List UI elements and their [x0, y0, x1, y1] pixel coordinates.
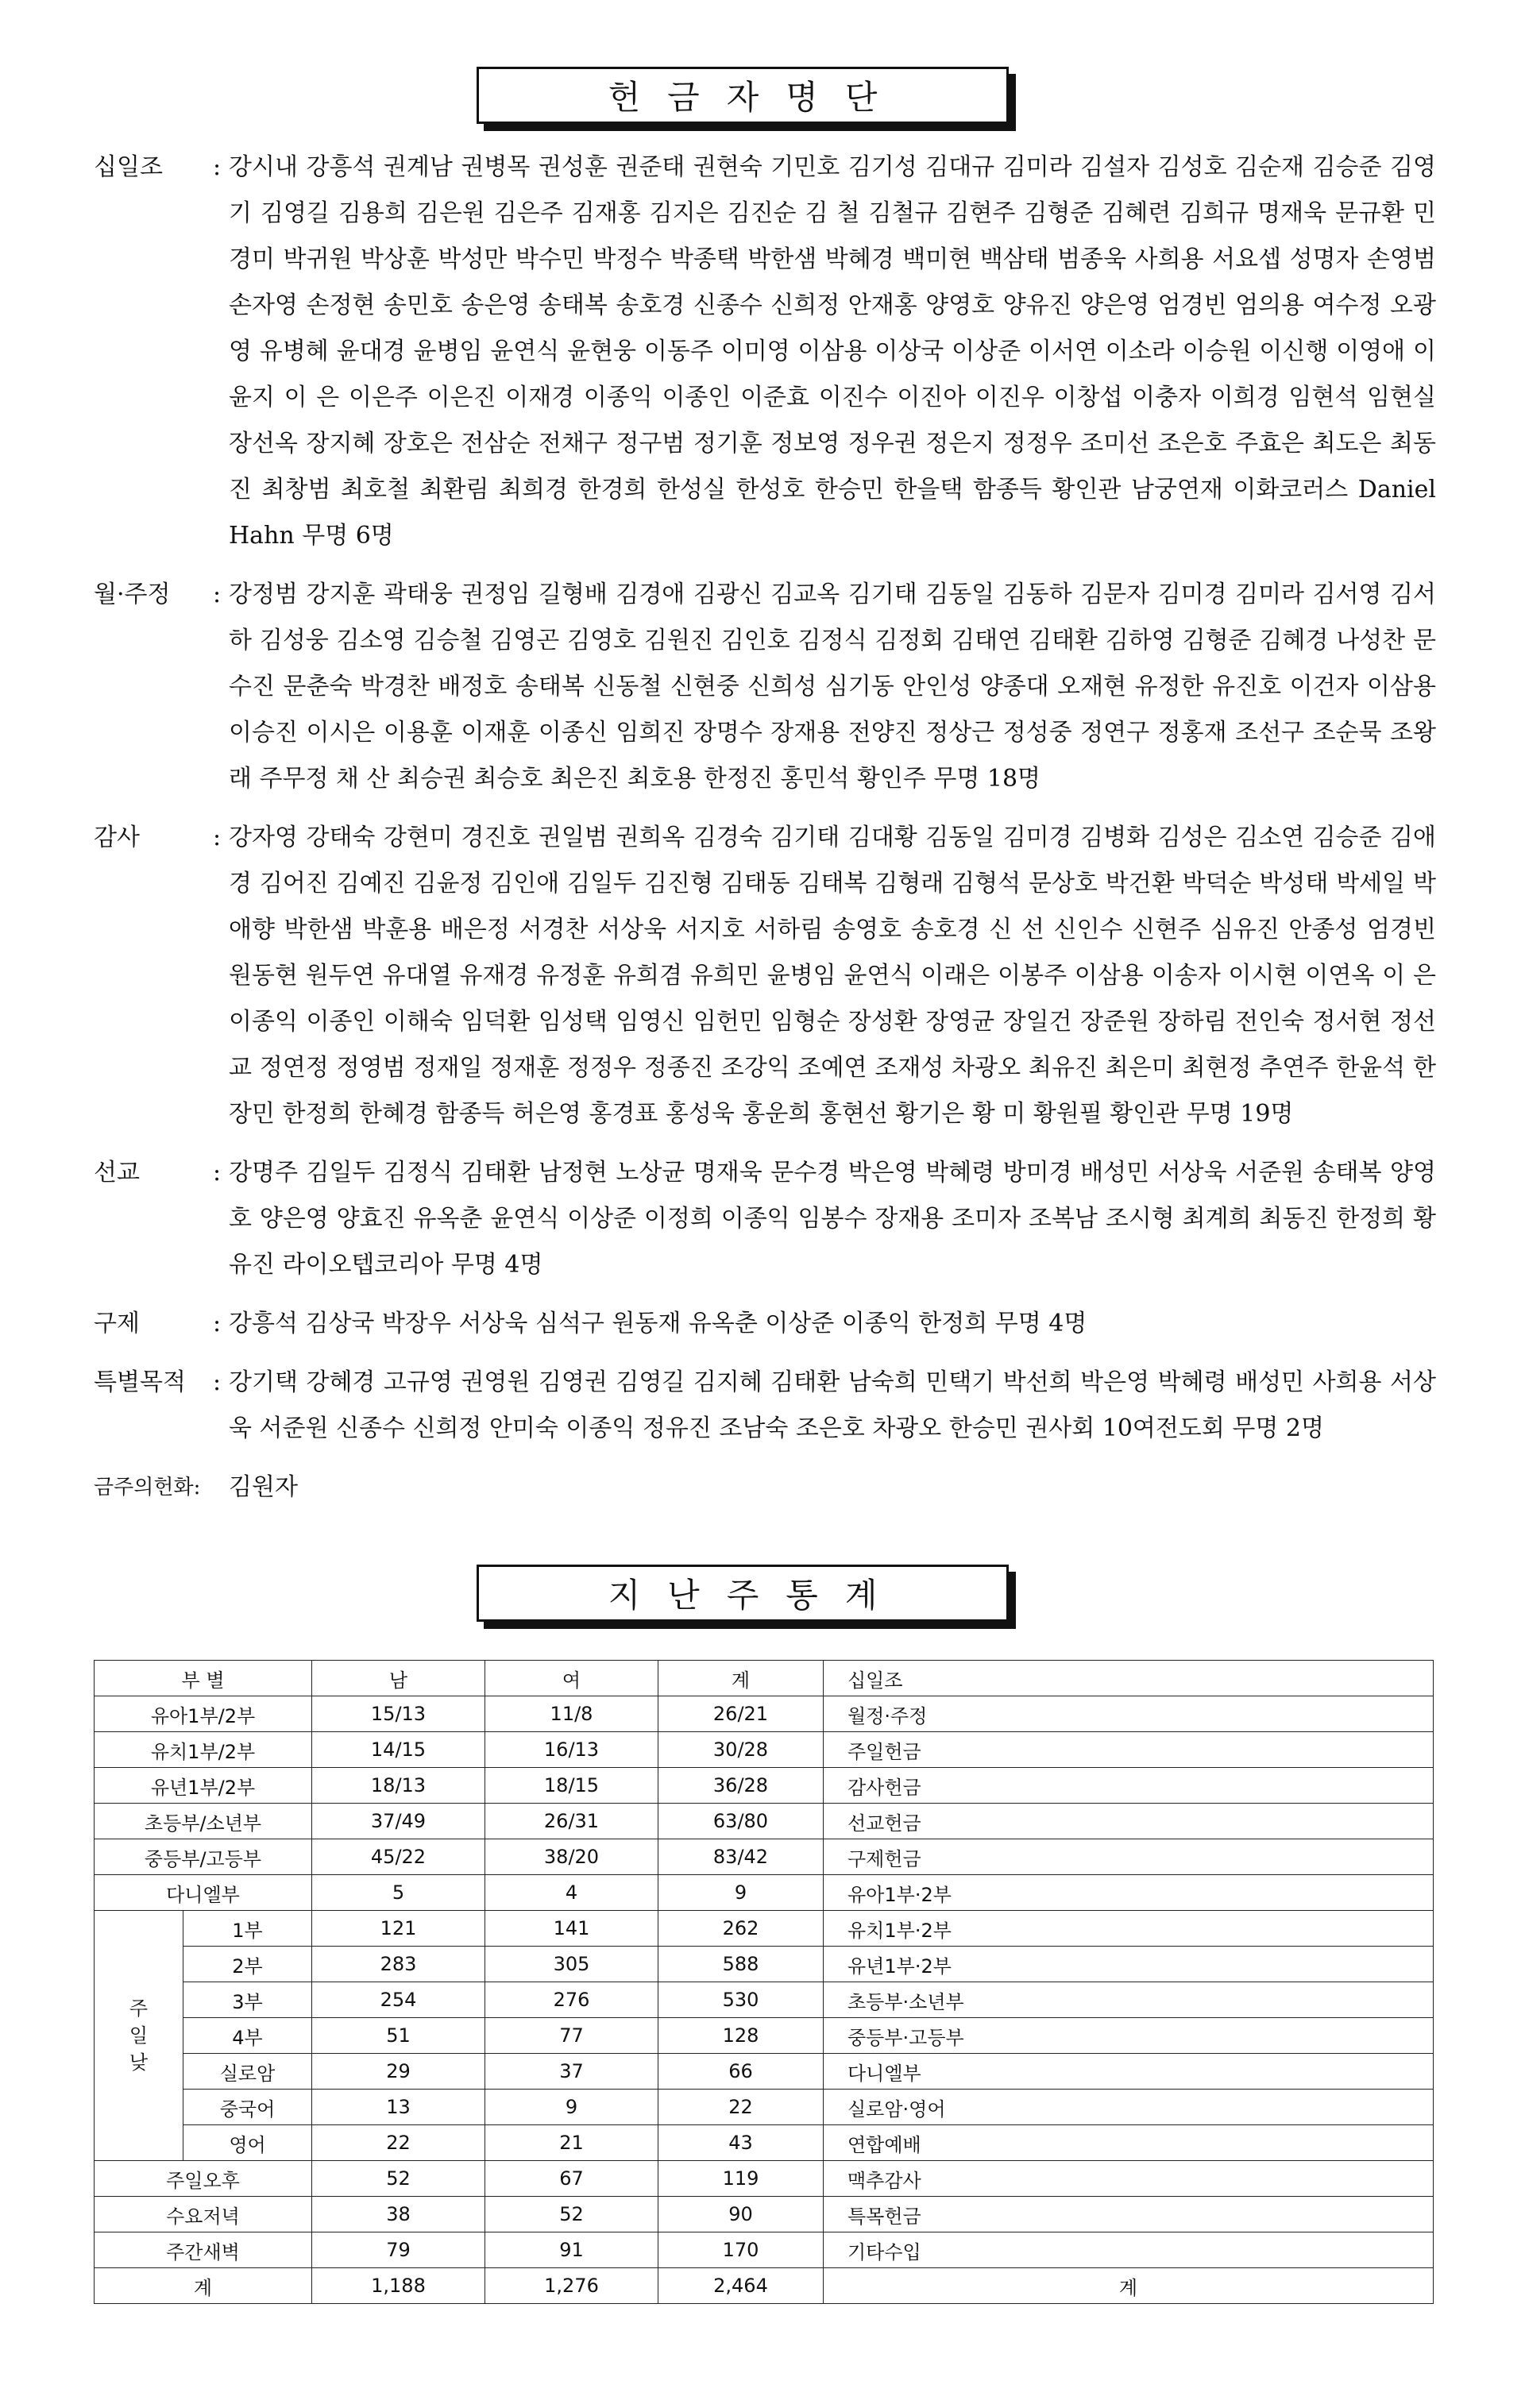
- female-cell: 4: [485, 1875, 658, 1911]
- table-row: [95, 2268, 1434, 2304]
- section-names: 강흥석 김상국 박장우 서상욱 심석구 원동재 유옥춘 이상준 이종익 한정희 무명 4명: [229, 1310, 1087, 1337]
- dept-cell: 영어: [183, 2125, 312, 2161]
- male-cell: 5: [312, 1875, 485, 1911]
- donor-section-tithe: 십일조 : 강시내 강흥석 권계남 권병목 권성훈 권준태 권현숙 기민호 김기성 김대규 김미라 김설자 김성호 김순재 김승준 김영기 김영길 김용희 김은원 김은주 김재홍 김지은 김진순 김 철 김철규 김현주 김형준 김혜련 김희규 명재욱 문규환 민경미 박귀원 박상훈 박성만 박수민 박정수 박종택 박한샘 박혜경 백미현 백삼태 범종욱 사희용 서요셉 성명자 손영범 손자영 손정현 송민호 송은영 송태복 송호경 신종수 신희정 안재홍 양영호 양유진 양은영 엄경빈 엄의용 여수정 오광영 유병혜 윤대경 윤병임 윤연식 윤현웅 이동주 이미영 이삼용 이상국 이상준 이서연 이소라 이승원 이신행 이영애 이윤지 이 은 이은주 이은진 이재경 이종익 이종인 이준효 이진수 이진아 이진우 이창섭 이충자 이희경 임현석 임현실 장선옥 장지혜 장호은 전삼순 전채구 정구범 정기훈 정보영 정우권 정은지 정정우 조미선 조은호 주효은 최도은 최동진 최창범 최호철 최환림 최희경 한경희 한성실 한성호 한승민 한을택 함종득 황인관 남궁연재 이화코러스 Daniel Hahn 무명 6명: [94, 145, 1436, 559]
- table-row: [95, 1982, 1434, 2018]
- section-names: 강자영 강태숙 강현미 경진호 권일범 권희옥 김경숙 김기태 김대황 김동일 김미경 김병화 김성은 김소연 김승준 김애경 김어진 김예진 김윤정 김인애 김일두 김진형 김태동 김태복 김형래 김형석 문상호 박건환 박덕순 박성태 박세일 박애향 박한샘 박훈용 배은정 서경찬 서상욱 서지호 서하림 송영호 송호경 신 선 신인수 신현주 심유진 안종성 엄경빈 원동현 원두연 유대열 유재경 유정훈 유희겸 유희민 윤병임 윤연식 이래은 이봉주 이삼용 이송자 이시현 이연옥 이 은 이종익 이종인 이해숙 임덕환 임성택 임영신 임헌민 임형순 장성환 장영균 장일건 장준원 장하림 전인숙 정서현 정선교 정연정 정영범 정재일 정재훈 정정우 정종진 조강익 조예연 조재성 차광오 최유진 최은미 최현정 추연주 한윤석 한장민 한정희 한혜경 함종득 허은영 홍경표 홍성욱 홍운희 홍현선 황기은 황 미 황원필 황인관 무명 19명: [229, 824, 1436, 1128]
- male-cell: 15/13: [312, 1696, 485, 1732]
- item-cell: [824, 1947, 1434, 1982]
- dept-cell: 중국어: [183, 2090, 312, 2125]
- total-cell: 90: [658, 2197, 824, 2232]
- male-cell: 254: [312, 1982, 485, 2018]
- total-cell: 36/28: [658, 1768, 824, 1804]
- item-cell: [824, 2125, 1434, 2161]
- total-cell: 588: [658, 1947, 824, 1982]
- table-row: [95, 2054, 1434, 2090]
- total-cell: 63/80: [658, 1804, 824, 1839]
- table-row: [95, 1839, 1434, 1875]
- donor-section-flowers: 금주의헌화: 김원자: [94, 1464, 1436, 1511]
- section-names: 강정범 강지훈 곽태웅 권정임 길형배 김경애 김광신 김교옥 김기태 김동일 김동하 김문자 김미경 김미라 김서영 김서하 김성웅 김소영 김승철 김영곤 김영호 김원진 김인호 김정식 김정회 김태연 김태환 김하영 김형준 김혜경 나성찬 문수진 문춘숙 박경찬 배정호 송태복 신동철 신현중 신희성 심기동 안인성 양종대 오재현 유정한 유진호 이건자 이삼용 이승진 이시은 이용훈 이재훈 이종신 임희진 장명수 장재용 전양진 정상근 정성중 정연구 정홍재 조선구 조순묵 조왕래 주무정 채 산 최승권 최승호 최은진 최호용 한정진 홍민석 황인주 무명 18명: [229, 581, 1436, 793]
- female-cell: 16/13: [485, 1732, 658, 1768]
- item-label: 기타수입: [847, 2240, 921, 2263]
- female-cell: 21: [485, 2125, 658, 2161]
- dept-cell: 3부: [183, 1982, 312, 2018]
- item-label: 주일헌금: [847, 1740, 921, 1763]
- sunday-group-char: 낮: [129, 2051, 149, 2074]
- item-cell: [824, 1661, 1434, 1696]
- item-cell: [824, 1875, 1434, 1911]
- item-label: 중등부·고등부: [847, 2026, 964, 2049]
- total-cell: 26/21: [658, 1696, 824, 1732]
- dept-cell: 부 별: [95, 1661, 312, 1696]
- female-cell: 305: [485, 1947, 658, 1982]
- total-cell: 2,464: [658, 2268, 824, 2304]
- female-cell: 67: [485, 2161, 658, 2197]
- female-cell: 9: [485, 2090, 658, 2125]
- item-cell: [824, 2197, 1434, 2232]
- table-row: [95, 1696, 1434, 1732]
- total-cell: 170: [658, 2232, 824, 2268]
- item-label: 월정·주정: [847, 1704, 928, 1727]
- item-label: 십일조: [847, 1669, 903, 1692]
- sunday-group-label: [95, 1911, 183, 2161]
- item-cell: [824, 2232, 1434, 2268]
- table-row: [95, 1875, 1434, 1911]
- male-cell: 121: [312, 1911, 485, 1947]
- female-cell: 여: [485, 1661, 658, 1696]
- donor-section-mission: 선교 : 강명주 김일두 김정식 김태환 남정현 노상균 명재욱 문수경 박은영 박혜령 방미경 배성민 서상욱 서준원 송태복 양영호 양은영 양효진 유옥춘 윤연식 이상준 이정희 이종익 임봉수 장재용 조미자 조복남 조시형 최계희 최동진 한정희 황유진 라이오텝코리아 무명 4명: [94, 1150, 1436, 1288]
- section-label: 금주의헌화: [94, 1476, 194, 1499]
- male-cell: 37/49: [312, 1804, 485, 1839]
- female-cell: 38/20: [485, 1839, 658, 1875]
- female-cell: 1,276: [485, 2268, 658, 2304]
- table-row: [95, 2018, 1434, 2054]
- item-label: 실로암·영어: [847, 2097, 946, 2121]
- total-cell: 9: [658, 1875, 824, 1911]
- total-cell: 262: [658, 1911, 824, 1947]
- total-cell: 128: [658, 2018, 824, 2054]
- female-cell: 11/8: [485, 1696, 658, 1732]
- dept-cell: 유아1부/2부: [95, 1696, 312, 1732]
- dept-cell: 수요저녁: [95, 2197, 312, 2232]
- item-cell: 계: [824, 2268, 1434, 2304]
- male-cell: 29: [312, 2054, 485, 2090]
- donor-section-special: 특별목적 : 강기택 강혜경 고규영 권영원 김영권 김영길 김지혜 김태환 남숙희 민택기 박선희 박은영 박혜령 배성민 사희용 서상욱 서준원 신종수 신희정 안미숙 이종익 정유진 조남숙 조은호 차광오 한승민 권사회 10여전도회 무명 2명: [94, 1360, 1436, 1452]
- male-cell: 남: [312, 1661, 485, 1696]
- dept-cell: 주일오후: [95, 2161, 312, 2197]
- table-row: [95, 2161, 1434, 2197]
- item-label: 유아1부·2부: [847, 1883, 952, 1906]
- item-label: 선교헌금: [847, 1812, 921, 1835]
- male-cell: 38: [312, 2197, 485, 2232]
- table-row: [95, 1911, 1434, 1947]
- female-cell: 91: [485, 2232, 658, 2268]
- item-label: 다니엘부: [847, 2062, 921, 2085]
- female-cell: 141: [485, 1911, 658, 1947]
- sunday-group-char: 일: [129, 2024, 149, 2047]
- section-names: 강명주 김일두 김정식 김태환 남정현 노상균 명재욱 문수경 박은영 박혜령 방미경 배성민 서상욱 서준원 송태복 양영호 양은영 양효진 유옥춘 윤연식 이상준 이정희 이종익 임봉수 장재용 조미자 조복남 조시형 최계희 최동진 한정희 황유진 라이오텝코리아 무명 4명: [229, 1159, 1436, 1279]
- item-cell: [824, 1982, 1434, 2018]
- table-row: [95, 1768, 1434, 1804]
- item-label: 유치1부·2부: [847, 1919, 952, 1942]
- sunday-group-char: 주: [129, 1997, 149, 2020]
- female-cell: 37: [485, 2054, 658, 2090]
- item-cell: [824, 1839, 1434, 1875]
- dept-cell: 주간새벽: [95, 2232, 312, 2268]
- item-label: 구제헌금: [847, 1847, 921, 1870]
- item-cell: [824, 2090, 1434, 2125]
- dept-cell: 중등부/고등부: [95, 1839, 312, 1875]
- table-row: [95, 2090, 1434, 2125]
- item-label: 감사헌금: [847, 1776, 921, 1799]
- donor-section-relief: 구제 : 강흥석 김상국 박장우 서상욱 심석구 원동재 유옥춘 이상준 이종익 한정희 무명 4명: [94, 1301, 1436, 1347]
- item-cell: [824, 2054, 1434, 2090]
- section-label: 감사: [94, 824, 140, 851]
- dept-cell: 다니엘부: [95, 1875, 312, 1911]
- dept-cell: 유년1부/2부: [95, 1768, 312, 1804]
- total-cell: 30/28: [658, 1732, 824, 1768]
- dept-cell: 2부: [183, 1947, 312, 1982]
- item-cell: [824, 1732, 1434, 1768]
- item-cell: [824, 1804, 1434, 1839]
- table-row: [95, 1804, 1434, 1839]
- stats-table: [94, 1660, 1434, 2304]
- section-label: 월·주정: [94, 581, 171, 608]
- item-label: 유년1부·2부: [847, 1955, 952, 1978]
- male-cell: 51: [312, 2018, 485, 2054]
- item-label: 특목헌금: [847, 2205, 921, 2228]
- donor-section-monthly: 월·주정 : 강정범 강지훈 곽태웅 권정임 길형배 김경애 김광신 김교옥 김기태 김동일 김동하 김문자 김미경 김미라 김서영 김서하 김성웅 김소영 김승철 김영곤 김영호 김원진 김인호 김정식 김정회 김태연 김태환 김하영 김형준 김혜경 나성찬 문수진 문춘숙 박경찬 배정호 송태복 신동철 신현중 신희성 심기동 안인성 양종대 오재현 유정한 유진호 이건자 이삼용 이승진 이시은 이용훈 이재훈 이종신 임희진 장명수 장재용 전양진 정상근 정성중 정연구 정홍재 조선구 조순묵 조왕래 주무정 채 산 최승권 최승호 최은진 최호용 한정진 홍민석 황인주 무명 18명: [94, 572, 1436, 802]
- item-cell: [824, 1768, 1434, 1804]
- section-names: 강기택 강혜경 고규영 권영원 김영권 김영길 김지혜 김태환 남숙희 민택기 박선희 박은영 박혜령 배성민 사희용 서상욱 서준원 신종수 신희정 안미숙 이종익 정유진 조남숙 조은호 차광오 한승민 권사회 10여전도회 무명 2명: [229, 1368, 1436, 1442]
- total-cell: 119: [658, 2161, 824, 2197]
- section-names: 강시내 강흥석 권계남 권병목 권성훈 권준태 권현숙 기민호 김기성 김대규 김미라 김설자 김성호 김순재 김승준 김영기 김영길 김용희 김은원 김은주 김재홍 김지은 김진순 김 철 김철규 김현주 김형준 김혜련 김희규 명재욱 문규환 민경미 박귀원 박상훈 박성만 박수민 박정수 박종택 박한샘 박혜경 백미현 백삼태 범종욱 사희용 서요셉 성명자 손영범 손자영 손정현 송민호 송은영 송태복 송호경 신종수 신희정 안재홍 양영호 양유진 양은영 엄경빈 엄의용 여수정 오광영 유병혜 윤대경 윤병임 윤연식 윤현웅 이동주 이미영 이삼용 이상국 이상준 이서연 이소라 이승원 이신행 이영애 이윤지 이 은 이은주 이은진 이재경 이종익 이종인 이준효 이진수 이진아 이진우 이창섭 이충자 이희경 임현석 임현실 장선옥 장지혜 장호은 전삼순 전채구 정구범 정기훈 정보영 정우권 정은지 정정우 조미선 조은호 주효은 최도은 최동진 최창범 최호철 최환림 최희경 한경희 한성실 한성호 한승민 한을택 함종득 황인관 남궁연재 이화코러스 Daniel Hahn 무명 6명: [229, 153, 1436, 550]
- male-cell: 45/22: [312, 1839, 485, 1875]
- total-cell: 530: [658, 1982, 824, 2018]
- donor-section-thanks: 감사 : 강자영 강태숙 강현미 경진호 권일범 권희옥 김경숙 김기태 김대황 김동일 김미경 김병화 김성은 김소연 김승준 김애경 김어진 김예진 김윤정 김인애 김일두 김진형 김태동 김태복 김형래 김형석 문상호 박건환 박덕순 박성태 박세일 박애향 박한샘 박훈용 배은정 서경찬 서상욱 서지호 서하림 송영호 송호경 신 선 신인수 신현주 심유진 안종성 엄경빈 원동현 원두연 유대열 유재경 유정훈 유희겸 유희민 윤병임 윤연식 이래은 이봉주 이삼용 이송자 이시현 이연옥 이 은 이종익 이종인 이해숙 임덕환 임성택 임영신 임헌민 임형순 장성환 장영균 장일건 장준원 장하림 전인숙 정서현 정선교 정연정 정영범 정재일 정재훈 정정우 정종진 조강익 조예연 조재성 차광오 최유진 최은미 최현정 추연주 한윤석 한장민 한정희 한혜경 함종득 허은영 홍경표 홍성욱 홍운희 홍현선 황기은 황 미 황원필 황인관 무명 19명: [94, 815, 1436, 1137]
- table-row: [95, 2125, 1434, 2161]
- female-cell: 276: [485, 1982, 658, 2018]
- dept-cell: 4부: [183, 2018, 312, 2054]
- section-names: 김원자: [229, 1473, 298, 1501]
- item-cell: [824, 2018, 1434, 2054]
- male-cell: 18/13: [312, 1768, 485, 1804]
- total-cell: 계: [658, 1661, 824, 1696]
- item-label: 연합예배: [847, 2133, 921, 2156]
- total-cell: 66: [658, 2054, 824, 2090]
- male-cell: 79: [312, 2232, 485, 2268]
- section-label: 구제: [94, 1310, 140, 1337]
- table-row: [95, 1732, 1434, 1768]
- total-cell: 22: [658, 2090, 824, 2125]
- table-row: [95, 1947, 1434, 1982]
- dept-cell: 유치1부/2부: [95, 1732, 312, 1768]
- section-label: 특별목적: [94, 1368, 186, 1396]
- donor-list-title: 헌금자명단: [477, 67, 1009, 124]
- item-cell: [824, 1696, 1434, 1732]
- section-label: 십일조: [94, 153, 163, 181]
- section-label: 선교: [94, 1159, 140, 1187]
- male-cell: 22: [312, 2125, 485, 2161]
- dept-cell: 1부: [183, 1911, 312, 1947]
- item-cell: [824, 1911, 1434, 1947]
- dept-cell: 실로암: [183, 2054, 312, 2090]
- male-cell: 52: [312, 2161, 485, 2197]
- total-cell: 83/42: [658, 1839, 824, 1875]
- table-row: [95, 1661, 1434, 1696]
- dept-cell: 초등부/소년부: [95, 1804, 312, 1839]
- table-row: [95, 2232, 1434, 2268]
- female-cell: 77: [485, 2018, 658, 2054]
- stats-title: 지난주통계: [477, 1565, 1009, 1622]
- male-cell: 1,188: [312, 2268, 485, 2304]
- male-cell: 13: [312, 2090, 485, 2125]
- female-cell: 26/31: [485, 1804, 658, 1839]
- female-cell: 18/15: [485, 1768, 658, 1804]
- item-label: 맥추감사: [847, 2169, 921, 2192]
- table-row: [95, 2197, 1434, 2232]
- male-cell: 283: [312, 1947, 485, 1982]
- donor-list: [94, 145, 1436, 1523]
- item-label: 초등부·소년부: [847, 1990, 964, 2013]
- item-cell: [824, 2161, 1434, 2197]
- dept-cell: 계: [95, 2268, 312, 2304]
- male-cell: 14/15: [312, 1732, 485, 1768]
- total-cell: 43: [658, 2125, 824, 2161]
- female-cell: 52: [485, 2197, 658, 2232]
